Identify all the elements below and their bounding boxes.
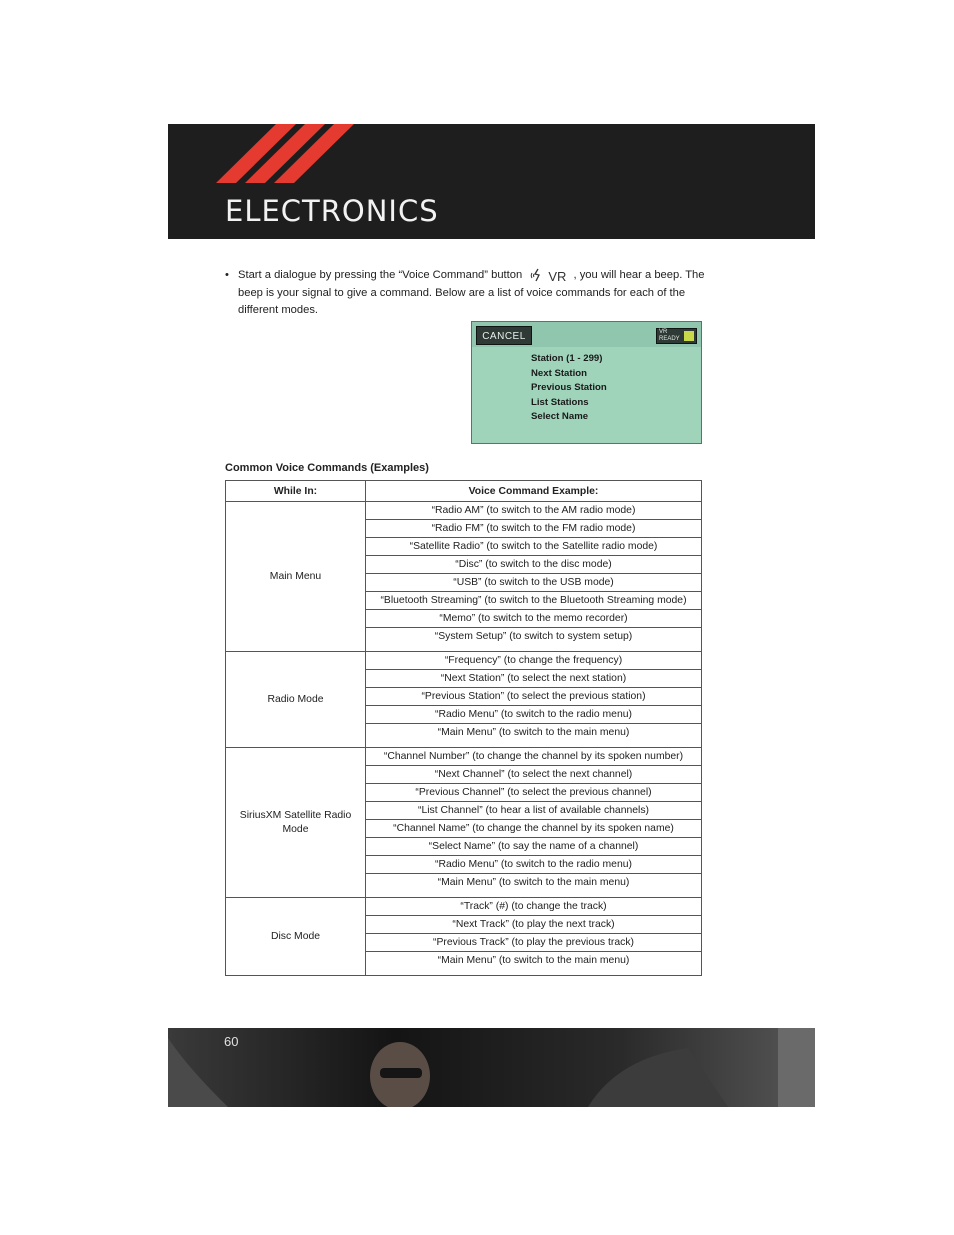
command-cell: “Radio Menu” (to switch to the radio menu) — [366, 856, 702, 874]
column-header: Voice Command Example: — [366, 481, 702, 502]
table-caption: Common Voice Commands (Examples) — [225, 462, 429, 474]
command-cell: “Channel Number” (to change the channel by its spoken number) — [366, 748, 702, 766]
command-cell: “Frequency” (to change the frequency) — [366, 652, 702, 670]
voice-screen-image — [471, 321, 702, 444]
command-cell: “Radio Menu” (to switch to the radio menu) — [366, 706, 702, 724]
screen-item: Next Station — [531, 367, 587, 379]
command-cell: “Radio FM” (to switch to the FM radio mode) — [366, 520, 702, 538]
mode-cell: Disc Mode — [226, 898, 366, 976]
screen-command-list — [531, 352, 607, 425]
vr-label: VR — [548, 269, 567, 284]
table-body — [226, 502, 702, 976]
command-cell: “Previous Channel” (to select the previous channel) — [366, 784, 702, 802]
mode-cell: Radio Mode — [226, 652, 366, 748]
bullet: • — [225, 269, 229, 281]
mode-cell: Main Menu — [226, 502, 366, 652]
screen-item: Select Name — [531, 411, 589, 422]
table-row — [226, 502, 702, 520]
command-cell: “USB” (to switch to the USB mode) — [366, 574, 702, 592]
vr-ready-indicator — [656, 328, 697, 344]
command-cell: “Select Name” (to say the name of a channel) — [366, 838, 702, 856]
screen-item: Station (1 - 299) — [531, 353, 603, 364]
table-row — [226, 652, 702, 670]
command-cell: “Previous Track” (to play the previous track) — [366, 934, 702, 952]
table-row — [226, 748, 702, 766]
intro-paragraph — [225, 267, 705, 319]
intro-text-after: , you will hear a beep. The beep is your signal to give a command. Below are a list of voice commands for each of the different modes. — [238, 269, 705, 316]
command-cell: “Main Menu” (to switch to the main menu) — [366, 952, 702, 970]
vr-ready-line-2: READY — [659, 336, 680, 342]
command-cell: “System Setup” (to switch to system setup) — [366, 628, 702, 646]
screen-item: List Stations — [531, 396, 589, 408]
command-cell: “Memo” (to switch to the memo recorder) — [366, 610, 702, 628]
command-cell: “Disc” (to switch to the disc mode) — [366, 556, 702, 574]
chapter-title: ELECTRONICS — [225, 194, 439, 228]
voice-commands-table — [225, 480, 702, 976]
command-cell: “Next Station” (to select the next station) — [366, 670, 702, 688]
command-cell: “Track” (#) (to change the track) — [366, 898, 702, 916]
footer-photo — [168, 1028, 815, 1107]
command-cell: “Satellite Radio” (to switch to the Satellite radio mode) — [366, 538, 702, 556]
command-cell: “Radio AM” (to switch to the AM radio mode) — [366, 502, 702, 520]
table-row — [226, 898, 702, 916]
column-header: While In: — [226, 481, 366, 502]
table-header-row — [226, 481, 702, 502]
command-cell — [366, 969, 702, 976]
command-cell: “Next Channel” (to select the next channel) — [366, 766, 702, 784]
command-cell: “Bluetooth Streaming” (to switch to the Bluetooth Streaming mode) — [366, 592, 702, 610]
voice-command-button-icon — [529, 267, 566, 285]
command-cell: “Channel Name” (to change the channel by its spoken name) — [366, 820, 702, 838]
command-cell: “Main Menu” (to switch to the main menu) — [366, 874, 702, 892]
page-number: 60 — [224, 1034, 239, 1049]
command-cell: “Previous Station” (to select the previous station) — [366, 688, 702, 706]
voice-icon — [529, 267, 545, 283]
command-cell: “Main Menu” (to switch to the main menu) — [366, 724, 702, 742]
mode-cell: SiriusXM Satellite Radio Mode — [226, 748, 366, 898]
footer-background-image — [168, 1028, 815, 1107]
chapter-header — [168, 124, 815, 239]
command-cell: “List Channel” (to hear a list of available channels) — [366, 802, 702, 820]
mic-icon — [684, 331, 694, 341]
vr-ready-line-1: VR — [659, 329, 668, 335]
command-cell: “Next Track” (to play the next track) — [366, 916, 702, 934]
intro-text-before: Start a dialogue by pressing the “Voice Command” button — [238, 269, 523, 281]
screen-item: Previous Station — [531, 382, 607, 393]
cancel-button: CANCEL — [476, 326, 532, 345]
